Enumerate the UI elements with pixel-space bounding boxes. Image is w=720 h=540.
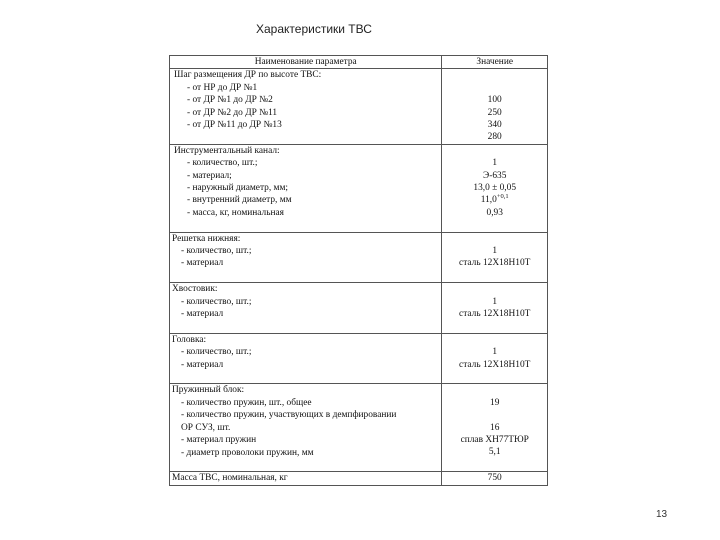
parameter-cell xyxy=(170,472,442,485)
row-value: 340 xyxy=(487,120,502,130)
row-value: 1 xyxy=(492,158,498,169)
table-row xyxy=(170,283,548,334)
row-item: ОР СУЗ, шт. xyxy=(181,422,231,433)
parameter-cell xyxy=(170,144,442,232)
row-item: - материал xyxy=(181,309,224,320)
row-value: 1 xyxy=(492,296,498,307)
row-value: 1 xyxy=(492,347,498,358)
parameter-cell xyxy=(170,384,442,472)
row-value: Э-635 xyxy=(483,170,507,181)
row-item: - материал пружин xyxy=(181,435,257,446)
row-item: - количество пружин, шт., общее xyxy=(181,397,312,408)
table-row xyxy=(170,69,548,144)
row-item: - материал xyxy=(181,258,224,269)
row-value: сталь 12Х18Н10Т xyxy=(459,309,531,320)
parameter-cell xyxy=(170,232,442,283)
row-item: - наружный диаметр, мм; xyxy=(187,183,289,194)
row-item: - материал; xyxy=(187,170,232,181)
row-heading: Головка: xyxy=(172,334,207,345)
value-cell xyxy=(442,333,548,384)
row-item: - количество, шт.; xyxy=(181,296,252,307)
header-parameter-cell xyxy=(170,56,442,69)
value-cell xyxy=(442,232,548,283)
row-item: - от ДР №2 до ДР №11 xyxy=(187,107,278,118)
table-row xyxy=(170,232,548,283)
header-parameter: Наименование параметра xyxy=(254,57,357,67)
row-value: 13,0 ± 0,05 xyxy=(473,183,517,194)
inner-diameter-value: 11,0 xyxy=(480,195,497,206)
row-value: 16 xyxy=(490,422,500,433)
value-cell xyxy=(442,472,548,485)
row-value: 19 xyxy=(490,397,500,408)
row-item: - количество, шт.; xyxy=(181,246,252,257)
row-item: - от ДР №11 до ДР №13 xyxy=(187,120,282,131)
row-value: сталь 12Х18Н10Т xyxy=(459,258,531,269)
parameter-cell xyxy=(170,69,442,144)
row-value xyxy=(442,194,547,206)
row-value: 250 xyxy=(487,107,502,118)
value-cell xyxy=(442,283,548,334)
row-value: сталь 12Х18Н10Т xyxy=(459,359,531,370)
row-heading: Масса ТВС, номинальная, кг xyxy=(172,473,288,484)
row-item: - масса, кг, номинальная xyxy=(187,207,284,218)
value-cell xyxy=(442,69,548,144)
row-heading: Инструментальный канал: xyxy=(174,145,280,156)
row-value: сплав ХН77ТЮР xyxy=(460,435,529,446)
row-item: - количество, шт.; xyxy=(187,158,258,169)
row-heading: Пружинный блок: xyxy=(172,385,245,396)
header-value-cell xyxy=(442,56,548,69)
row-value: 0,93 xyxy=(486,207,503,218)
row-item: - от ДР №1 до ДР №2 xyxy=(187,95,273,106)
row-item: - материал xyxy=(181,359,224,370)
value-cell xyxy=(442,384,548,472)
row-heading: Решетка нижняя: xyxy=(172,233,241,244)
row-item: - диаметр проволоки пружин, мм xyxy=(181,447,314,458)
row-value: 1 xyxy=(492,246,498,257)
page-number: 13 xyxy=(656,509,668,520)
row-item: - от НР до ДР №1 xyxy=(187,82,258,93)
parameter-cell xyxy=(170,333,442,384)
row-value: 280 xyxy=(487,132,502,143)
row-item: - внутренний диаметр, мм xyxy=(187,195,292,206)
inner-diameter-tolerance: +0,1 xyxy=(496,194,509,201)
table-row xyxy=(170,333,548,384)
header-value: Значение xyxy=(476,57,513,67)
specs-table xyxy=(169,55,548,486)
table-row xyxy=(170,144,548,232)
slide-title: Характеристики ТВС xyxy=(256,22,372,36)
row-item: - количество, шт.; xyxy=(181,347,252,358)
header-row xyxy=(170,56,548,69)
row-value: 100 xyxy=(487,95,502,106)
table-row xyxy=(170,384,548,472)
value-cell xyxy=(442,144,548,232)
parameter-cell xyxy=(170,283,442,334)
row-item: - количество пружин, участвующих в демпфировании xyxy=(181,410,397,421)
table-row xyxy=(170,472,548,485)
row-value: 750 xyxy=(487,473,502,484)
row-heading: Шаг размещения ДР по высоте ТВС: xyxy=(174,70,322,81)
row-value: 5,1 xyxy=(488,447,501,458)
row-heading: Хвостовик: xyxy=(172,284,218,295)
